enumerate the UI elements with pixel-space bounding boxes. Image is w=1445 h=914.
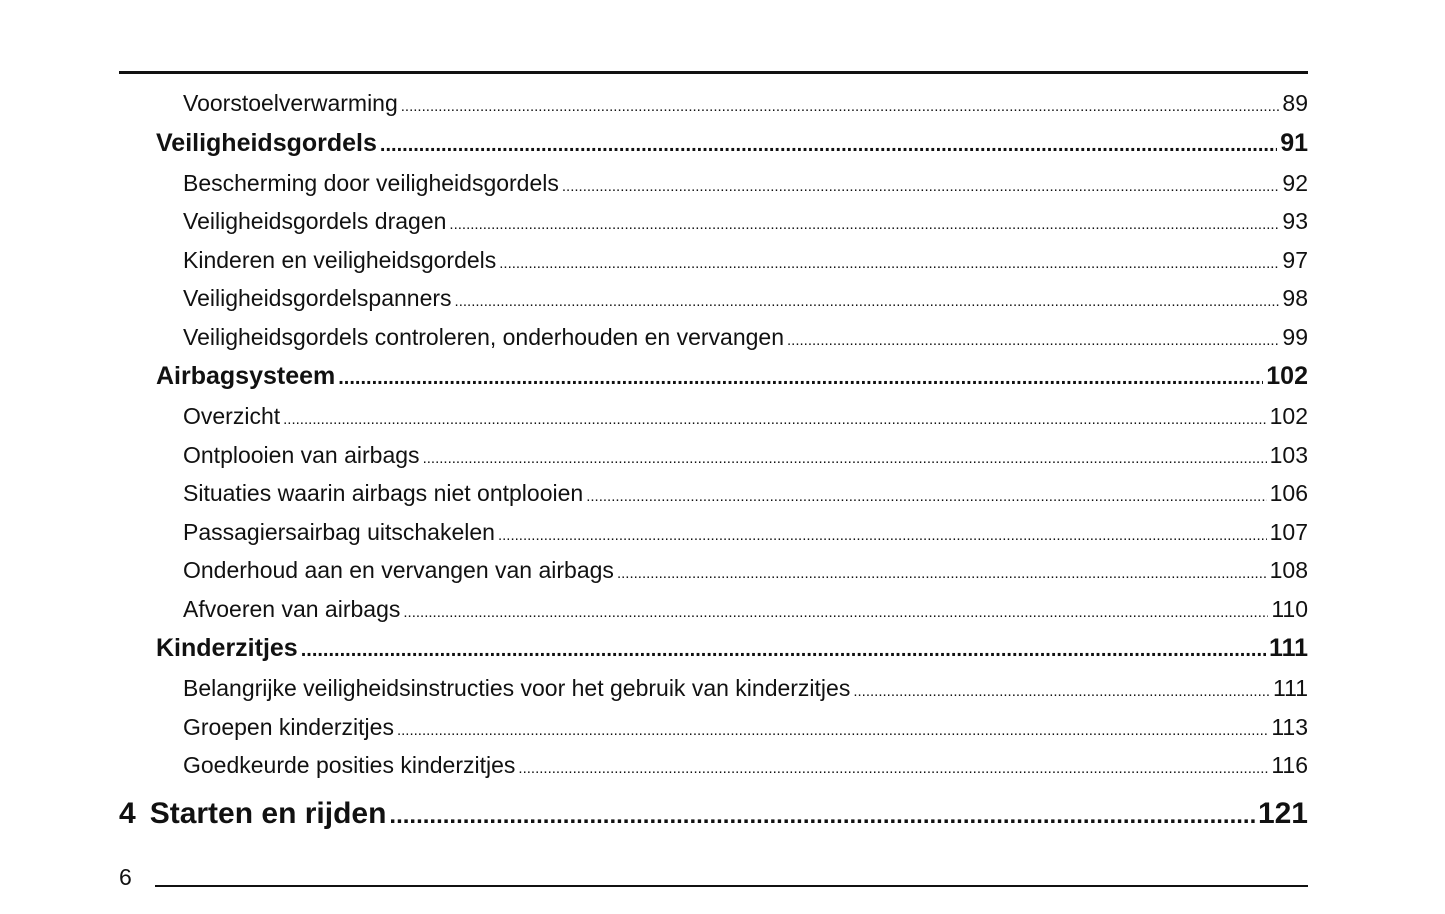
dot-leader	[455, 283, 1280, 322]
dot-leader	[401, 88, 1280, 127]
dot-leader	[617, 555, 1267, 594]
dot-leader	[449, 206, 1279, 245]
toc-entry-page: 93	[1282, 208, 1308, 234]
toc-entry[interactable]	[119, 436, 1308, 475]
dot-leader	[498, 517, 1267, 556]
toc-entry-title: Veiligheidsgordelspanners	[183, 285, 452, 311]
toc-entry-page: 89	[1282, 90, 1308, 116]
toc-entry-title: Voorstoelverwarming	[183, 90, 398, 116]
toc-entry-page: 102	[1269, 403, 1308, 429]
toc-chapter-page: 121	[1257, 796, 1308, 830]
toc-entry-title: Afvoeren van airbags	[183, 595, 401, 622]
toc-entry[interactable]	[119, 513, 1308, 552]
toc-entry-title: Bescherming door veiligheidsgordels	[183, 169, 559, 196]
toc-section-title: Veiligheidsgordels	[156, 128, 377, 157]
toc-entry[interactable]	[119, 279, 1308, 318]
toc-chapter-number: 4	[119, 796, 136, 830]
toc-entry-title: Passagiersairbag uitschakelen	[183, 518, 495, 545]
page-number: 6	[119, 864, 132, 890]
toc-entry-title: Veiligheidsgordels dragen	[183, 208, 447, 234]
dot-leader	[853, 673, 1270, 712]
toc-entry-title: Belangrijke veiligheidsinstructies voor het gebruik van kinderzitjes	[183, 675, 851, 701]
dot-leader	[499, 245, 1279, 284]
toc-entry-page: 116	[1271, 752, 1308, 778]
toc-entry-title: Situaties waarin airbags niet ontplooien	[183, 480, 584, 506]
toc-entry-page: 103	[1269, 441, 1308, 468]
dot-leader	[518, 750, 1268, 789]
toc-entry-title: Groepen kinderzitjes	[183, 713, 394, 740]
toc-entry-page: 106	[1269, 480, 1308, 506]
toc-entry-page: 99	[1282, 323, 1308, 350]
toc-section-title: Kinderzitjes	[156, 634, 298, 662]
footer-rule	[155, 885, 1308, 887]
toc-entry[interactable]	[119, 164, 1308, 203]
toc-section-page: 91	[1280, 128, 1308, 157]
toc-entry[interactable]	[119, 84, 1308, 123]
toc-section[interactable]	[119, 628, 1308, 669]
toc-chapter[interactable]	[119, 789, 1308, 839]
toc-section-page: 111	[1269, 634, 1308, 662]
toc-entry-title: Onderhoud aan en vervangen van airbags	[183, 557, 614, 583]
page-footer	[119, 862, 1308, 892]
dot-leader	[403, 594, 1268, 633]
toc-entry-title: Ontplooien van airbags	[183, 441, 420, 468]
toc-entry-page: 111	[1273, 675, 1308, 701]
toc-entry[interactable]	[119, 241, 1308, 280]
toc-entry[interactable]	[119, 551, 1308, 590]
toc-section-title: Airbagsysteem	[156, 362, 336, 390]
dot-leader	[301, 630, 1266, 671]
toc-section[interactable]	[119, 356, 1308, 397]
toc-entry-title: Veiligheidsgordels controleren, onderhouden en vervangen	[183, 323, 784, 350]
dot-leader	[787, 322, 1279, 361]
dot-leader	[397, 712, 1268, 751]
toc-entry[interactable]	[119, 397, 1308, 436]
toc-entry[interactable]	[119, 708, 1308, 747]
toc-entry-page: 110	[1271, 595, 1308, 622]
table-of-contents	[119, 84, 1308, 839]
dot-leader	[338, 358, 1263, 399]
dot-leader	[586, 478, 1266, 517]
toc-entry-title: Goedkeurde posities kinderzitjes	[183, 752, 516, 778]
toc-entry-page: 113	[1271, 713, 1308, 740]
top-rule	[119, 71, 1308, 74]
dot-leader	[283, 401, 1266, 440]
toc-entry[interactable]	[119, 669, 1308, 708]
toc-entry-page: 97	[1282, 246, 1308, 273]
toc-entry-page: 107	[1269, 518, 1308, 545]
toc-entry-title: Kinderen en veiligheidsgordels	[183, 246, 497, 273]
toc-chapter-heading	[119, 789, 386, 839]
toc-chapter-title: Starten en rijden	[149, 796, 387, 830]
toc-section-page: 102	[1266, 362, 1308, 390]
dot-leader	[423, 440, 1267, 479]
toc-section[interactable]	[119, 123, 1308, 164]
toc-entry[interactable]	[119, 474, 1308, 513]
toc-entry-title: Overzicht	[183, 403, 281, 429]
toc-entry[interactable]	[119, 746, 1308, 785]
dot-leader	[380, 125, 1277, 166]
toc-entry[interactable]	[119, 202, 1308, 241]
toc-entry-page: 98	[1282, 285, 1308, 311]
toc-entry-page: 92	[1282, 169, 1308, 196]
dot-leader	[389, 791, 1255, 841]
toc-entry-page: 108	[1269, 557, 1308, 583]
toc-entry[interactable]	[119, 318, 1308, 357]
toc-entry[interactable]	[119, 590, 1308, 629]
dot-leader	[562, 168, 1280, 207]
